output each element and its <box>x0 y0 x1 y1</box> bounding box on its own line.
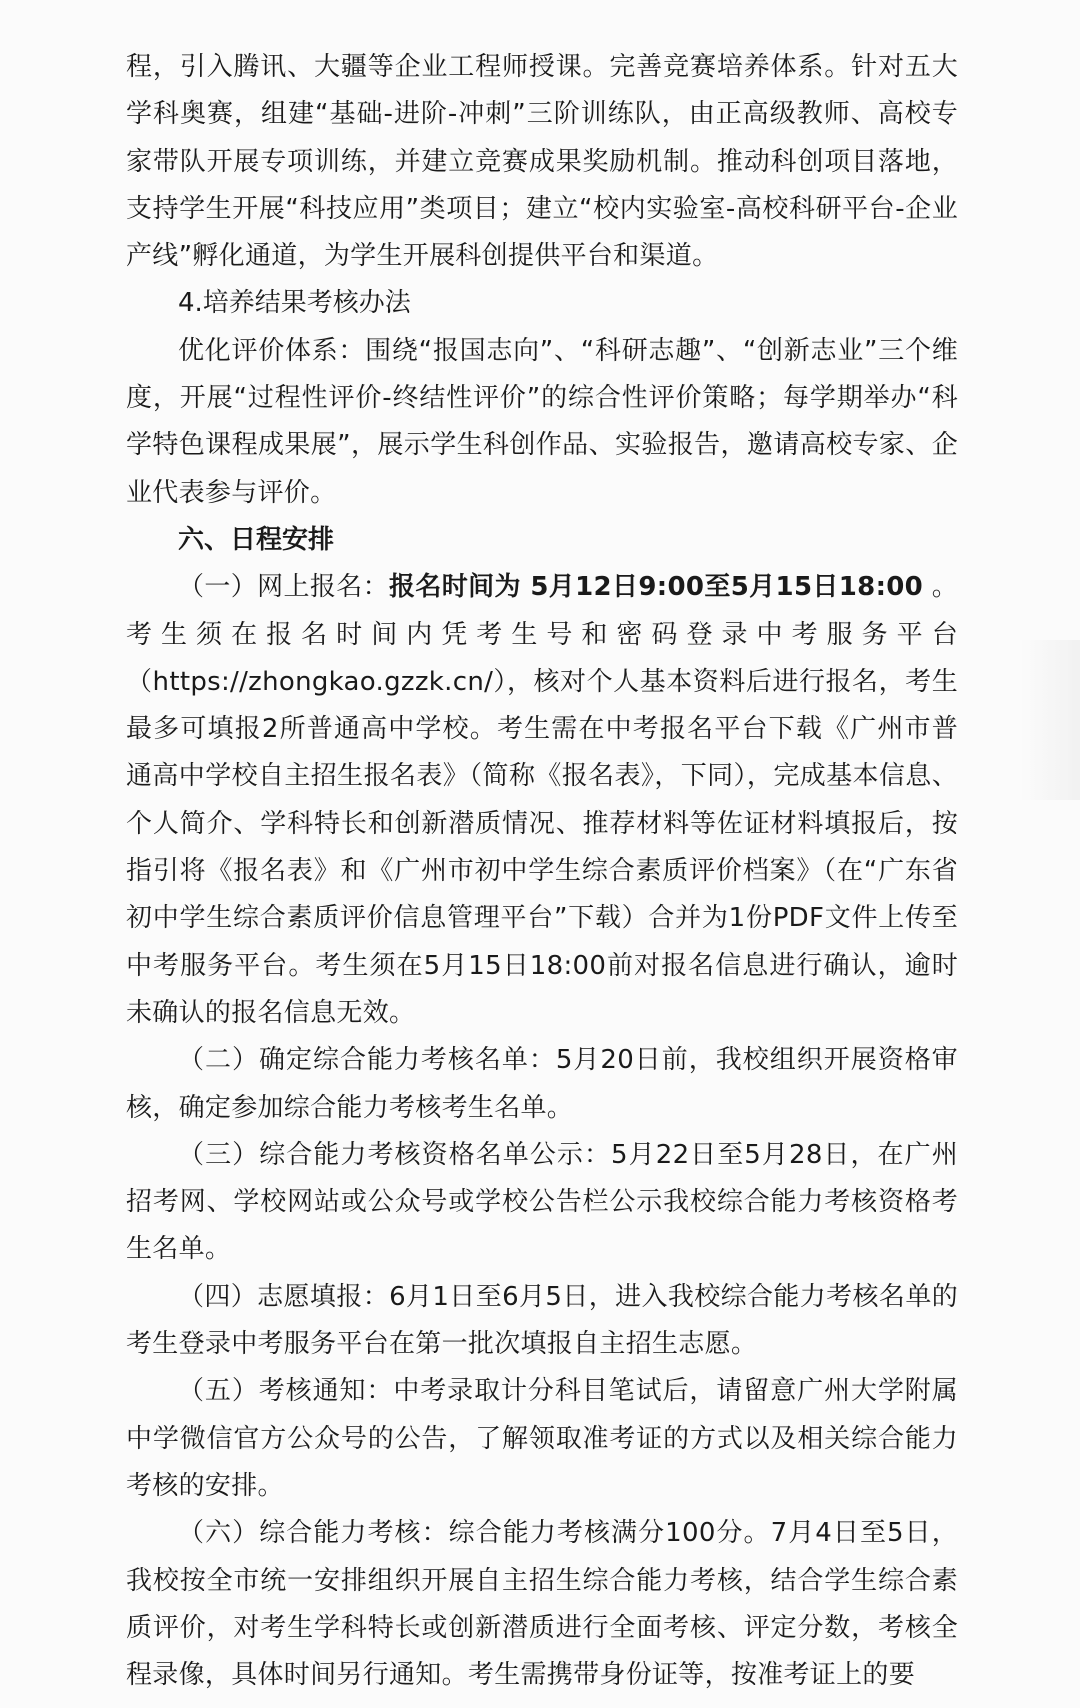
schedule-item-1-lead: （一）网上报名： <box>178 572 390 603</box>
section-6-title: 六、日程安排 <box>178 524 335 555</box>
section-4-title: 4.培养结果考核办法 <box>178 288 411 319</box>
schedule-item-5: （五）考核通知：中考录取计分科目笔试后，请留意广州大学附属中学微信官方公众号的公告，了解领取准考证的方式以及相关综合能力考核的安排。 <box>126 1376 958 1501</box>
schedule-item-1 <box>126 564 958 1037</box>
registration-time-highlight: 报名时间为 5月12日9:00至5月15日18:00 <box>389 572 924 603</box>
scan-edge-shadow <box>1020 640 1080 800</box>
paragraph-evaluation: 优化评价体系：围绕“报国志向”、“科研志趣”、“创新志业”三个维度，开展“过程性评价-终结性评价”的综合性评价策略；每学期举办“科学特色课程成果展”，展示学生科创作品、实验报告，邀请高校专家、企业代表参与评价。 <box>126 335 958 508</box>
paragraph-training-system: 程，引入腾讯、大疆等企业工程师授课。完善竞赛培养体系。针对五大学科奥赛，组建“基础-进阶-冲刺”三阶训练队，由正高级教师、高校专家带队开展专项训练，并建立竞赛成果奖励机制。推动科创项目落地，支持学生开展“科技应用”类项目；建立“校内实验室-高校科研平台-企业产线”孵化通道，为学生开展科创提供平台和渠道。 <box>126 52 958 272</box>
schedule-item-1-body: 。考生须在报名时间内凭考生号和密码登录中考服务平台（https://zhongkao.gzzk.cn/），核对个人基本资料后进行报名，考生最多可填报2所普通高中学校。考生需在中考报名平台下载《广州市普通高中学校自主招生报名表》（简称《报名表》，下同），完成基本信息、个人简介、学科特长和创新潜质情况、推荐材料等佐证材料填报后，按指引将《报名表》和《广州市初中学生综合素质评价档案》（在“广东省初中学生综合素质评价信息管理平台”下载）合并为1份PDF文件上传至中考服务平台。考生须在5月15日18:00前对报名信息进行确认，逾时未确认的报名信息无效。 <box>126 572 959 1028</box>
schedule-item-4: （四）志愿填报：6月1日至6月5日，进入我校综合能力考核名单的考生登录中考服务平台在第一批次填报自主招生志愿。 <box>126 1281 958 1360</box>
schedule-item-2: （二）确定综合能力考核名单：5月20日前，我校组织开展资格审核，确定参加综合能力考核考生名单。 <box>126 1045 958 1123</box>
schedule-item-3: （三）综合能力考核资格名单公示：5月22日至5月28日，在广州招考网、学校网站或公众号或学校公告栏公示我校综合能力考核资格考生名单。 <box>126 1139 958 1265</box>
schedule-item-6: （六）综合能力考核：综合能力考核满分100分。7月4日至5日，我校按全市统一安排组织开展自主招生综合能力考核，结合学生综合素质评价，对考生学科特长或创新潜质进行全面考核、评定分数，考核全程录像，具体时间另行通知。考生需携带身份证等，按准考证上的要 <box>126 1518 958 1691</box>
document-body <box>126 44 958 1699</box>
